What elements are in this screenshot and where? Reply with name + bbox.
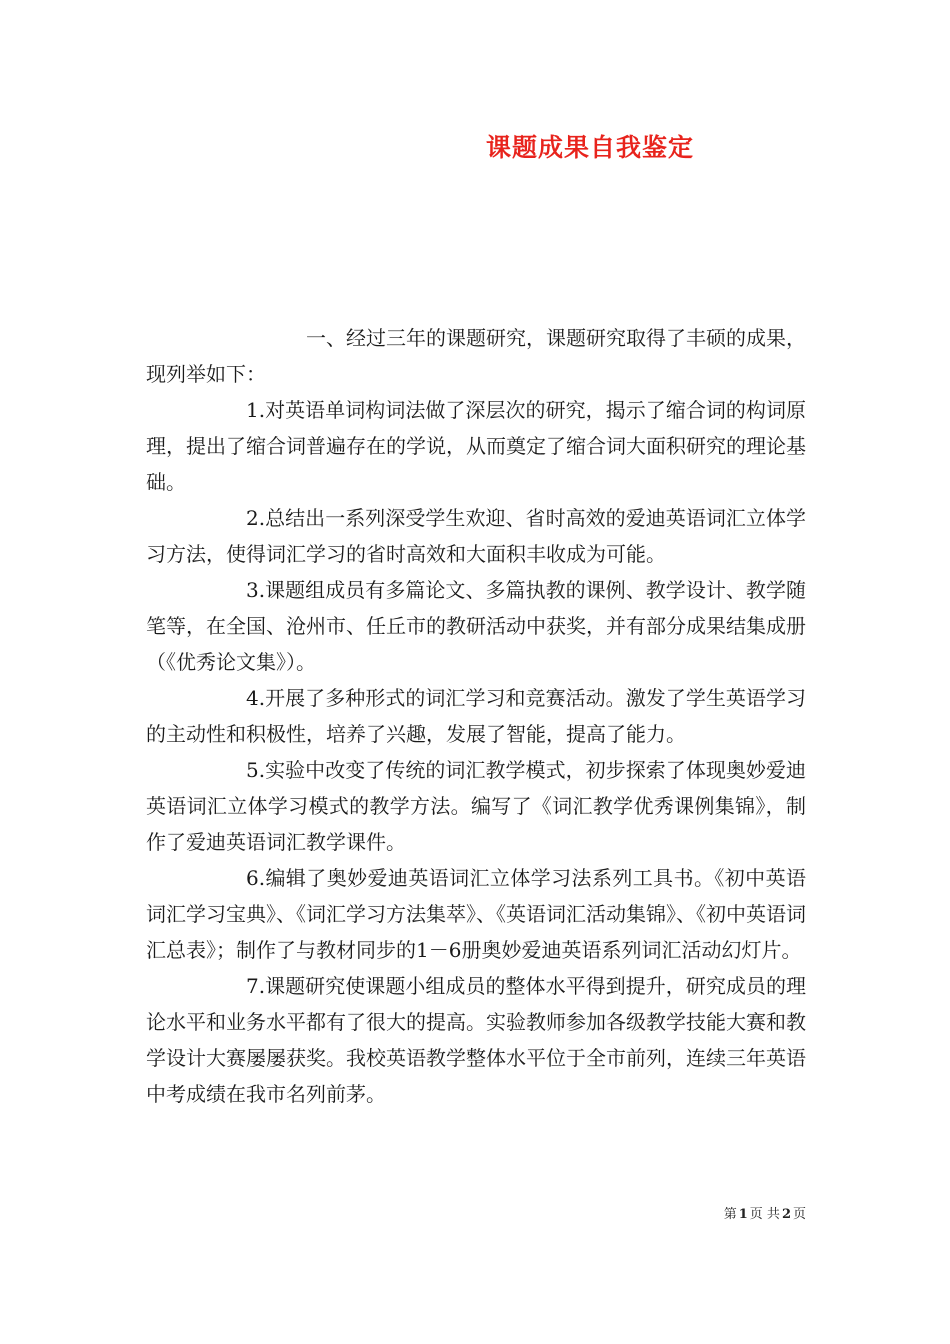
document-body [146,320,806,1112]
page-suffix: 页 [792,1207,806,1222]
paragraph-item-7: 7.课题研究使课题小组成员的整体水平得到提升，研究成员的理论水平和业务水平都有了很大的提高。实验教师参加各级教学技能大赛和教学设计大赛屡屡获奖。我校英语教学整体水平位于全市前列，连续三年英语中考成绩在我市名列前茅。 [146,974,806,1106]
paragraph-item-4: 4.开展了多种形式的词汇学习和竞赛活动。激发了学生英语学习的主动性和积极性，培养了兴趣，发展了智能，提高了能力。 [146,686,806,746]
document-title: 课题成果自我鉴定 [485,133,694,162]
paragraph-item-3: 3.课题组成员有多篇论文、多篇执教的课例、教学设计、教学随笔等，在全国、沧州市、任丘市的教研活动中获奖，并有部分成果结集成册（《优秀论文集》）。 [146,578,806,674]
paragraph-item-2: 2.总结出一系列深受学生欢迎、省时高效的爱迪英语词汇立体学习方法，使得词汇学习的省时高效和大面积丰收成为可能。 [146,506,806,566]
paragraph-item-5: 5.实验中改变了传统的词汇教学模式，初步探索了体现奥妙爱迪英语词汇立体学习模式的教学方法。编写了《词汇教学优秀课例集锦》，制作了爱迪英语词汇教学课件。 [146,758,806,854]
page-footer [640,1203,806,1222]
page-prefix: 第 [723,1207,737,1222]
paragraph-intro: 一、经过三年的课题研究，课题研究取得了丰硕的成果，现列举如下： [146,326,806,386]
page-total-number: 2 [781,1207,791,1222]
paragraph-item-6: 6.编辑了奥妙爱迪英语词汇立体学习法系列工具书。《初中英语词汇学习宝典》、《词汇学习方法集萃》、《英语词汇活动集锦》、《初中英语词汇总表》；制作了与教材同步的1－6册奥妙爱迪英语系列词汇活动幻灯片。 [146,866,806,962]
page-current-number: 1 [738,1207,748,1222]
paragraph-item-1: 1.对英语单词构词法做了深层次的研究，揭示了缩合词的构词原理，提出了缩合词普遍存在的学说，从而奠定了缩合词大面积研究的理论基础。 [146,398,806,494]
page-middle: 页 共 [749,1207,780,1222]
